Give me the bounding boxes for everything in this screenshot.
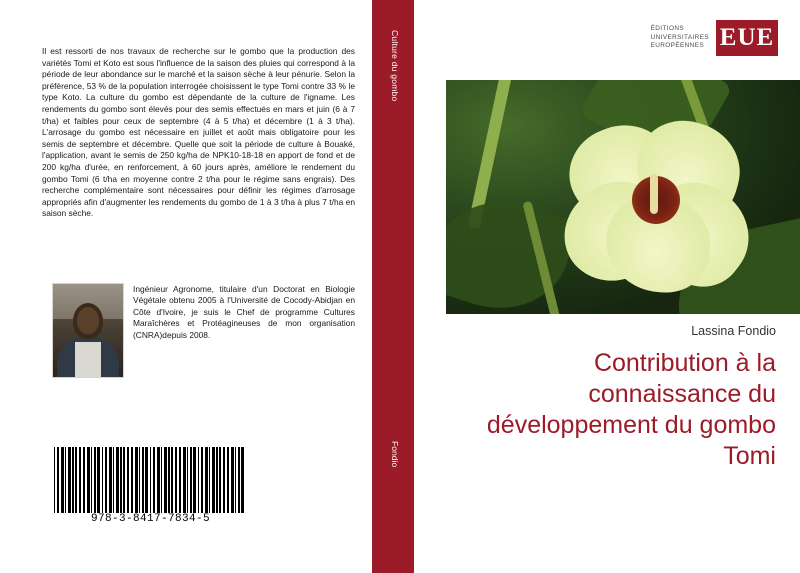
flower-stamen: [650, 174, 658, 214]
barcode-bars: [52, 447, 249, 513]
publisher-logo-block: [651, 20, 778, 56]
spine-title: Culture du gombo: [390, 30, 400, 102]
barcode: [52, 447, 249, 531]
eue-logo-icon: [716, 20, 778, 56]
publisher-line-1: ÉDITIONS: [650, 25, 684, 33]
publisher-line-2: UNIVERSITAIRES: [650, 33, 709, 41]
cover-author-name: Lassina Fondio: [691, 324, 776, 338]
back-cover-blurb: Il est ressorti de nos travaux de recherche sur le gombo que la production des variétés Tomi et Koto est sous l'influence de la saison des pluies qui correspond à la période de leur abondance sur le marché et la saison sèche à leur pénurie. Selon la préférence, 53 % de la population interrogée choisissent le type Tomi contre 33 % le type Koto. La culture du gombo est dépendante de la culture de l'igname. Les rendements du gombo sont élevés pour des semis effectués en mars et juin (6 à 7 t/ha) et faibles pour ceux de septembre (4 à 5 t/ha) et décembre (1 à 3 t/ha). L'arrosage du gombo est nécessaire en juillet et août mais obligatoire pour les semis de septembre et décembre. Quelle que soit la période de culture à Bouaké, l'application, avant le semis de 250 kg/ha de NPK10-18-18 en apport de fond et de 200 kg/ha d'urée, en renforcement, à 60 jours après, améliore le rendement du gombo Tomi (6 t/ha en moyenne contre 2 t/ha pour le régime sans engrais). Des recherche complémentaire sont nécessaires pour définir les régimes d'arrosage appropriés afin d'augmenter les rendements du gombo de 1 à 3 t/ha à plus 7 t/ha en saison sèche.: [42, 46, 355, 219]
author-biography: Ingénieur Agronome, titulaire d'un Doctorat en Biologie Végétale obtenu 2005 à l'Université de Cocody-Abidjan en Côte d'Ivoire, je suis le Chef de programme Cultures Maraîchères et Protéagineuses de mon organisation (CNRA)depuis 2008.: [133, 284, 355, 340]
back-cover-panel: [0, 0, 372, 573]
portrait-face: [77, 307, 99, 334]
cover-title: Contribution à la connaissance du développement du gombo Tomi: [486, 349, 776, 470]
spine-author: Fondio: [390, 441, 400, 468]
publisher-name: [651, 25, 709, 50]
front-cover-panel: [414, 0, 800, 573]
okra-flower: [564, 122, 750, 290]
cover-photograph-okra-flower: [446, 80, 800, 314]
author-portrait-photo: [52, 283, 124, 378]
book-spine: [372, 0, 414, 573]
eue-logo-text: EUE: [719, 24, 775, 51]
portrait-shirt: [75, 342, 101, 377]
isbn-number: 978-3-8417-7834-5: [90, 513, 211, 525]
publisher-line-3: EUROPÉENNES: [650, 42, 705, 50]
